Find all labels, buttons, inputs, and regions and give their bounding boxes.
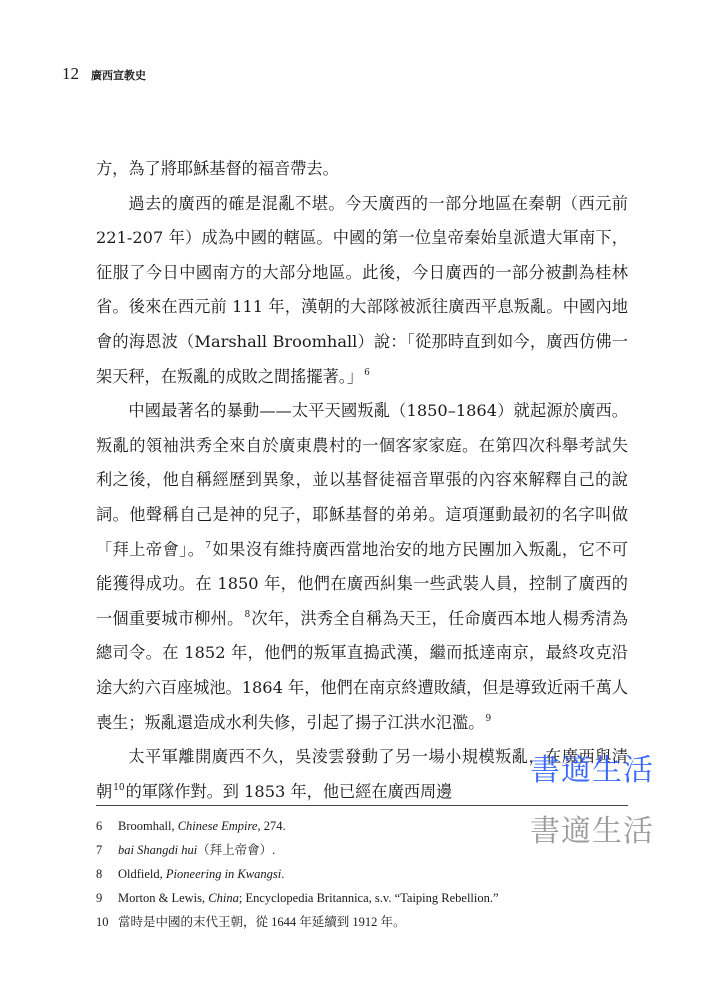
paragraph [96,394,628,740]
paragraph-text: 過去的廣西的確是混亂不堪。今天廣西的一部分地區在秦朝（西元前 221-207 年）成為中國的轄區。中國的第一位皇帝秦始皇派遣大軍南下，征服了今日中國南方的大部分地區。此後，今日廣西的一部分被劃為桂林省。後來在西元前 111 年，漢朝的大部隊被派往廣西平息叛亂。中國內地會的海恩波（Marshall Broomhall）說：「從那時直到如今，廣西仿佛一架天秤，在叛亂的成敗之間搖擺著。」 [96,193,628,386]
page-number: 12 [62,64,79,83]
paragraph-text: 的軍隊作對。到 1853 年，他已經在廣西周邊 [125,781,453,801]
paragraph [96,187,628,395]
footnote-ref: 9 [485,714,492,725]
footnote-text: Broomhall, Chinese Empire, 274. [118,819,286,833]
book-title: 廣西宣教史 [91,69,146,82]
footnote-text: 當時是中國的末代王朝，從 1644 年延續到 1912 年。 [118,915,406,929]
footnote-text: Morton & Lewis, China; Encyclopedia Britannica, s.v. “Taiping Rebellion.” [118,891,499,905]
footnote [96,862,636,886]
paragraph: 方，為了將耶穌基督的福音帶去。 [96,159,339,178]
footnote-text: bai Shangdi hui（拜上帝會）. [118,843,276,857]
footnote-number: 7 [96,843,103,857]
footnote-ref: 8 [244,610,251,621]
footnote-number: 6 [96,819,103,833]
footnote-number: 10 [96,915,109,929]
watermark-logo: 書適生活 [530,814,654,849]
body-text [96,152,628,809]
footnote-number: 9 [96,891,103,905]
paragraph-text: 次年，洪秀全自稱為天王，任命廣西本地人楊秀清為總司令。在 1852 年，他們的叛軍直搗武漢，繼而抵達南京，最終攻克沿途大約六百座城池。1864 年，他們在南京終遭敗績，但是導致近兩千萬人喪生；叛亂還造成水利失修，引起了揚子江洪水氾濫。 [96,608,629,732]
footnote-ref: 6 [364,368,370,379]
page-header [62,64,146,84]
watermark-logo: 書適生活 [530,753,654,788]
footnote-ref: 7 [205,541,212,552]
footnote-ref: 10 [113,783,125,794]
paragraph-text: 太平軍離開廣西不久，吳淩雲發動了另一場小規模叛亂，在廣西與清朝 [96,747,628,801]
paragraph-text: 如果沒有維持廣西當地治安的地方民團加入叛亂，它不可能獲得成功。在 1850 年，他們在廣西糾集一些武裝人員，控制了廣西的一個重要城市柳州。 [96,539,628,628]
footnote [96,910,636,934]
footnote-text: Oldfield, Pioneering in Kwangsi. [118,867,285,881]
paragraph-text: 中國最著名的暴動——太平天國叛亂（1850–1864）就起源於廣西。叛亂的領袖洪秀全來自於廣東農村的一個客家家庭。在第四次科舉考試失利之後，他自稱經歷到異象，並以基督徒福音單張的內容來解釋自己的說詞。他聲稱自己是神的兒子，耶穌基督的弟弟。這項運動最初的名字叫做「拜上帝會」。 [96,401,628,559]
footnote-number: 8 [96,867,103,881]
footnote [96,886,636,910]
